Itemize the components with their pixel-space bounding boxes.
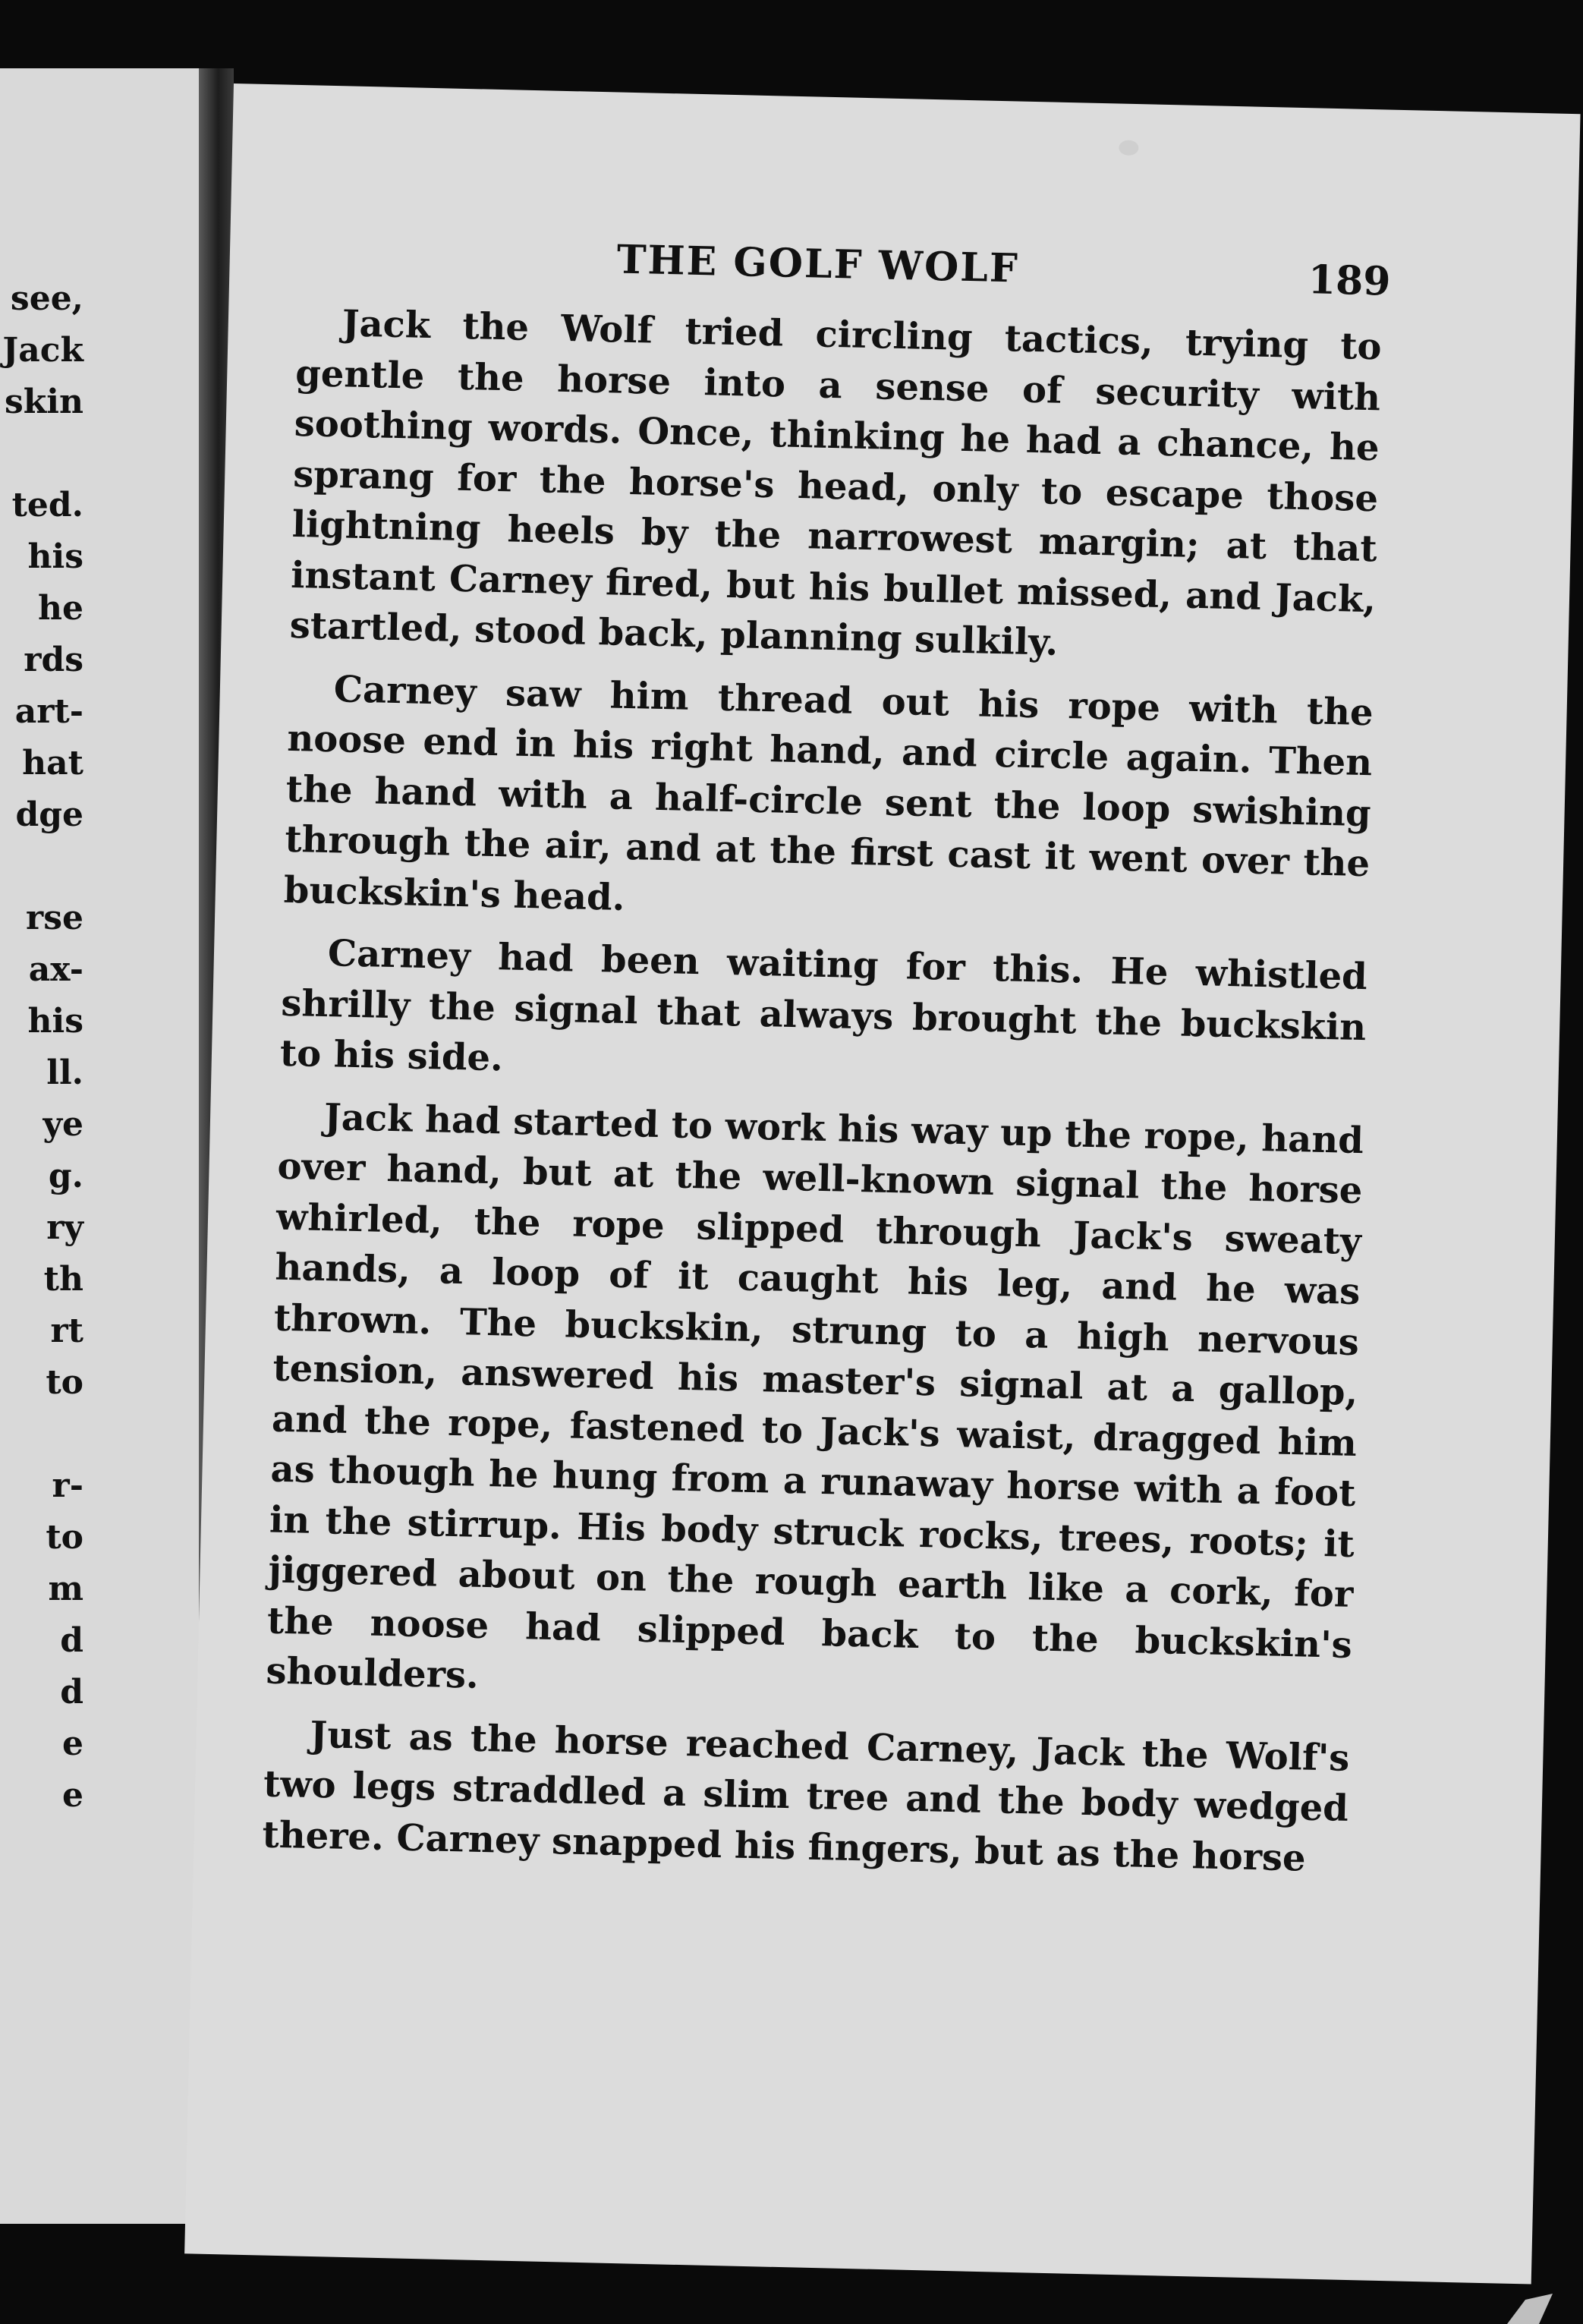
left-line: to	[46, 1518, 83, 1557]
left-line: e	[62, 1776, 83, 1815]
paragraph: Jack the Wolf tried circling tactics, trying to gentle the horse into a sense of security with soothing words. Once, thinking he had a chance, he sprang for the horse's head, only to escape those lightning heels by the narrowest margin; at that instant Carney fired, but his bullet missed, and Jack, startled, stood back, planning sulkily.	[289, 302, 1383, 664]
left-line: d	[60, 1673, 83, 1712]
left-line: ll.	[46, 1053, 83, 1092]
left-line	[0, 1409, 83, 1460]
page-content	[262, 229, 1392, 1897]
left-line: rt	[50, 1312, 83, 1350]
left-line: ry	[46, 1208, 83, 1247]
scan-corner-mark	[1507, 2294, 1553, 2324]
left-line: th	[43, 1260, 83, 1299]
left-line: skin	[5, 383, 83, 421]
running-title: THE GOLF WOLF	[616, 236, 1020, 292]
left-line: hat	[22, 744, 83, 783]
left-line: ax-	[28, 950, 83, 989]
body-text	[262, 298, 1382, 1885]
left-line: g.	[48, 1157, 83, 1195]
left-line: e	[62, 1724, 83, 1763]
paragraph: Just as the horse reached Carney, Jack the Wolf's two legs straddled a slim tree and the body wedged there. Carney snapped his fingers, but as the horse	[262, 1713, 1350, 1880]
left-line: d	[60, 1621, 83, 1660]
left-line: art-	[14, 692, 83, 731]
left-line: dge	[15, 795, 83, 834]
paper-speck	[1119, 140, 1138, 156]
left-line: see,	[10, 279, 83, 318]
left-page	[0, 68, 199, 2224]
left-page-text	[0, 273, 83, 1822]
right-page	[184, 83, 1580, 2285]
left-line: ted.	[11, 486, 83, 524]
page-number: 189	[1308, 257, 1392, 305]
left-line: his	[27, 537, 83, 576]
left-line: to	[46, 1363, 83, 1402]
left-line: Jack	[2, 331, 83, 370]
left-line: he	[38, 589, 83, 628]
left-line: ye	[42, 1105, 83, 1144]
left-line: rse	[26, 899, 83, 937]
left-line: r-	[52, 1466, 83, 1505]
paragraph: Carney had been waiting for this. He whistled shrilly the signal that always brought the buckskin to his side.	[279, 932, 1368, 1080]
left-line: his	[27, 1002, 83, 1041]
left-line	[0, 428, 83, 480]
paragraph: Carney saw him thread out his rope with the noose end in his right hand, and circle again. Then the hand with a half-circle sent the loop swishing through the air, and at the first cast it went over the buckskin's head.	[283, 667, 1374, 919]
paragraph: Jack had started to work his way up the rope, hand over hand, but at the well-known signal the horse whirled, the rope slipped through Jack's sweaty hands, a loop of it caught his leg, and he was thrown. The buckskin, strung to a high nervous tension, answered his master's signal at a gallop, and the rope, fastened to Jack's waist, dragged him as though he hung from a runaway horse with a foot in the stirrup. His body struck rocks, trees, roots; it jiggered about on the rough earth like a cork, for the noose had slipped back to the buckskin's shoulders.	[265, 1095, 1364, 1697]
left-line: rds	[24, 641, 83, 679]
left-line: m	[48, 1570, 83, 1608]
left-line	[0, 841, 83, 893]
